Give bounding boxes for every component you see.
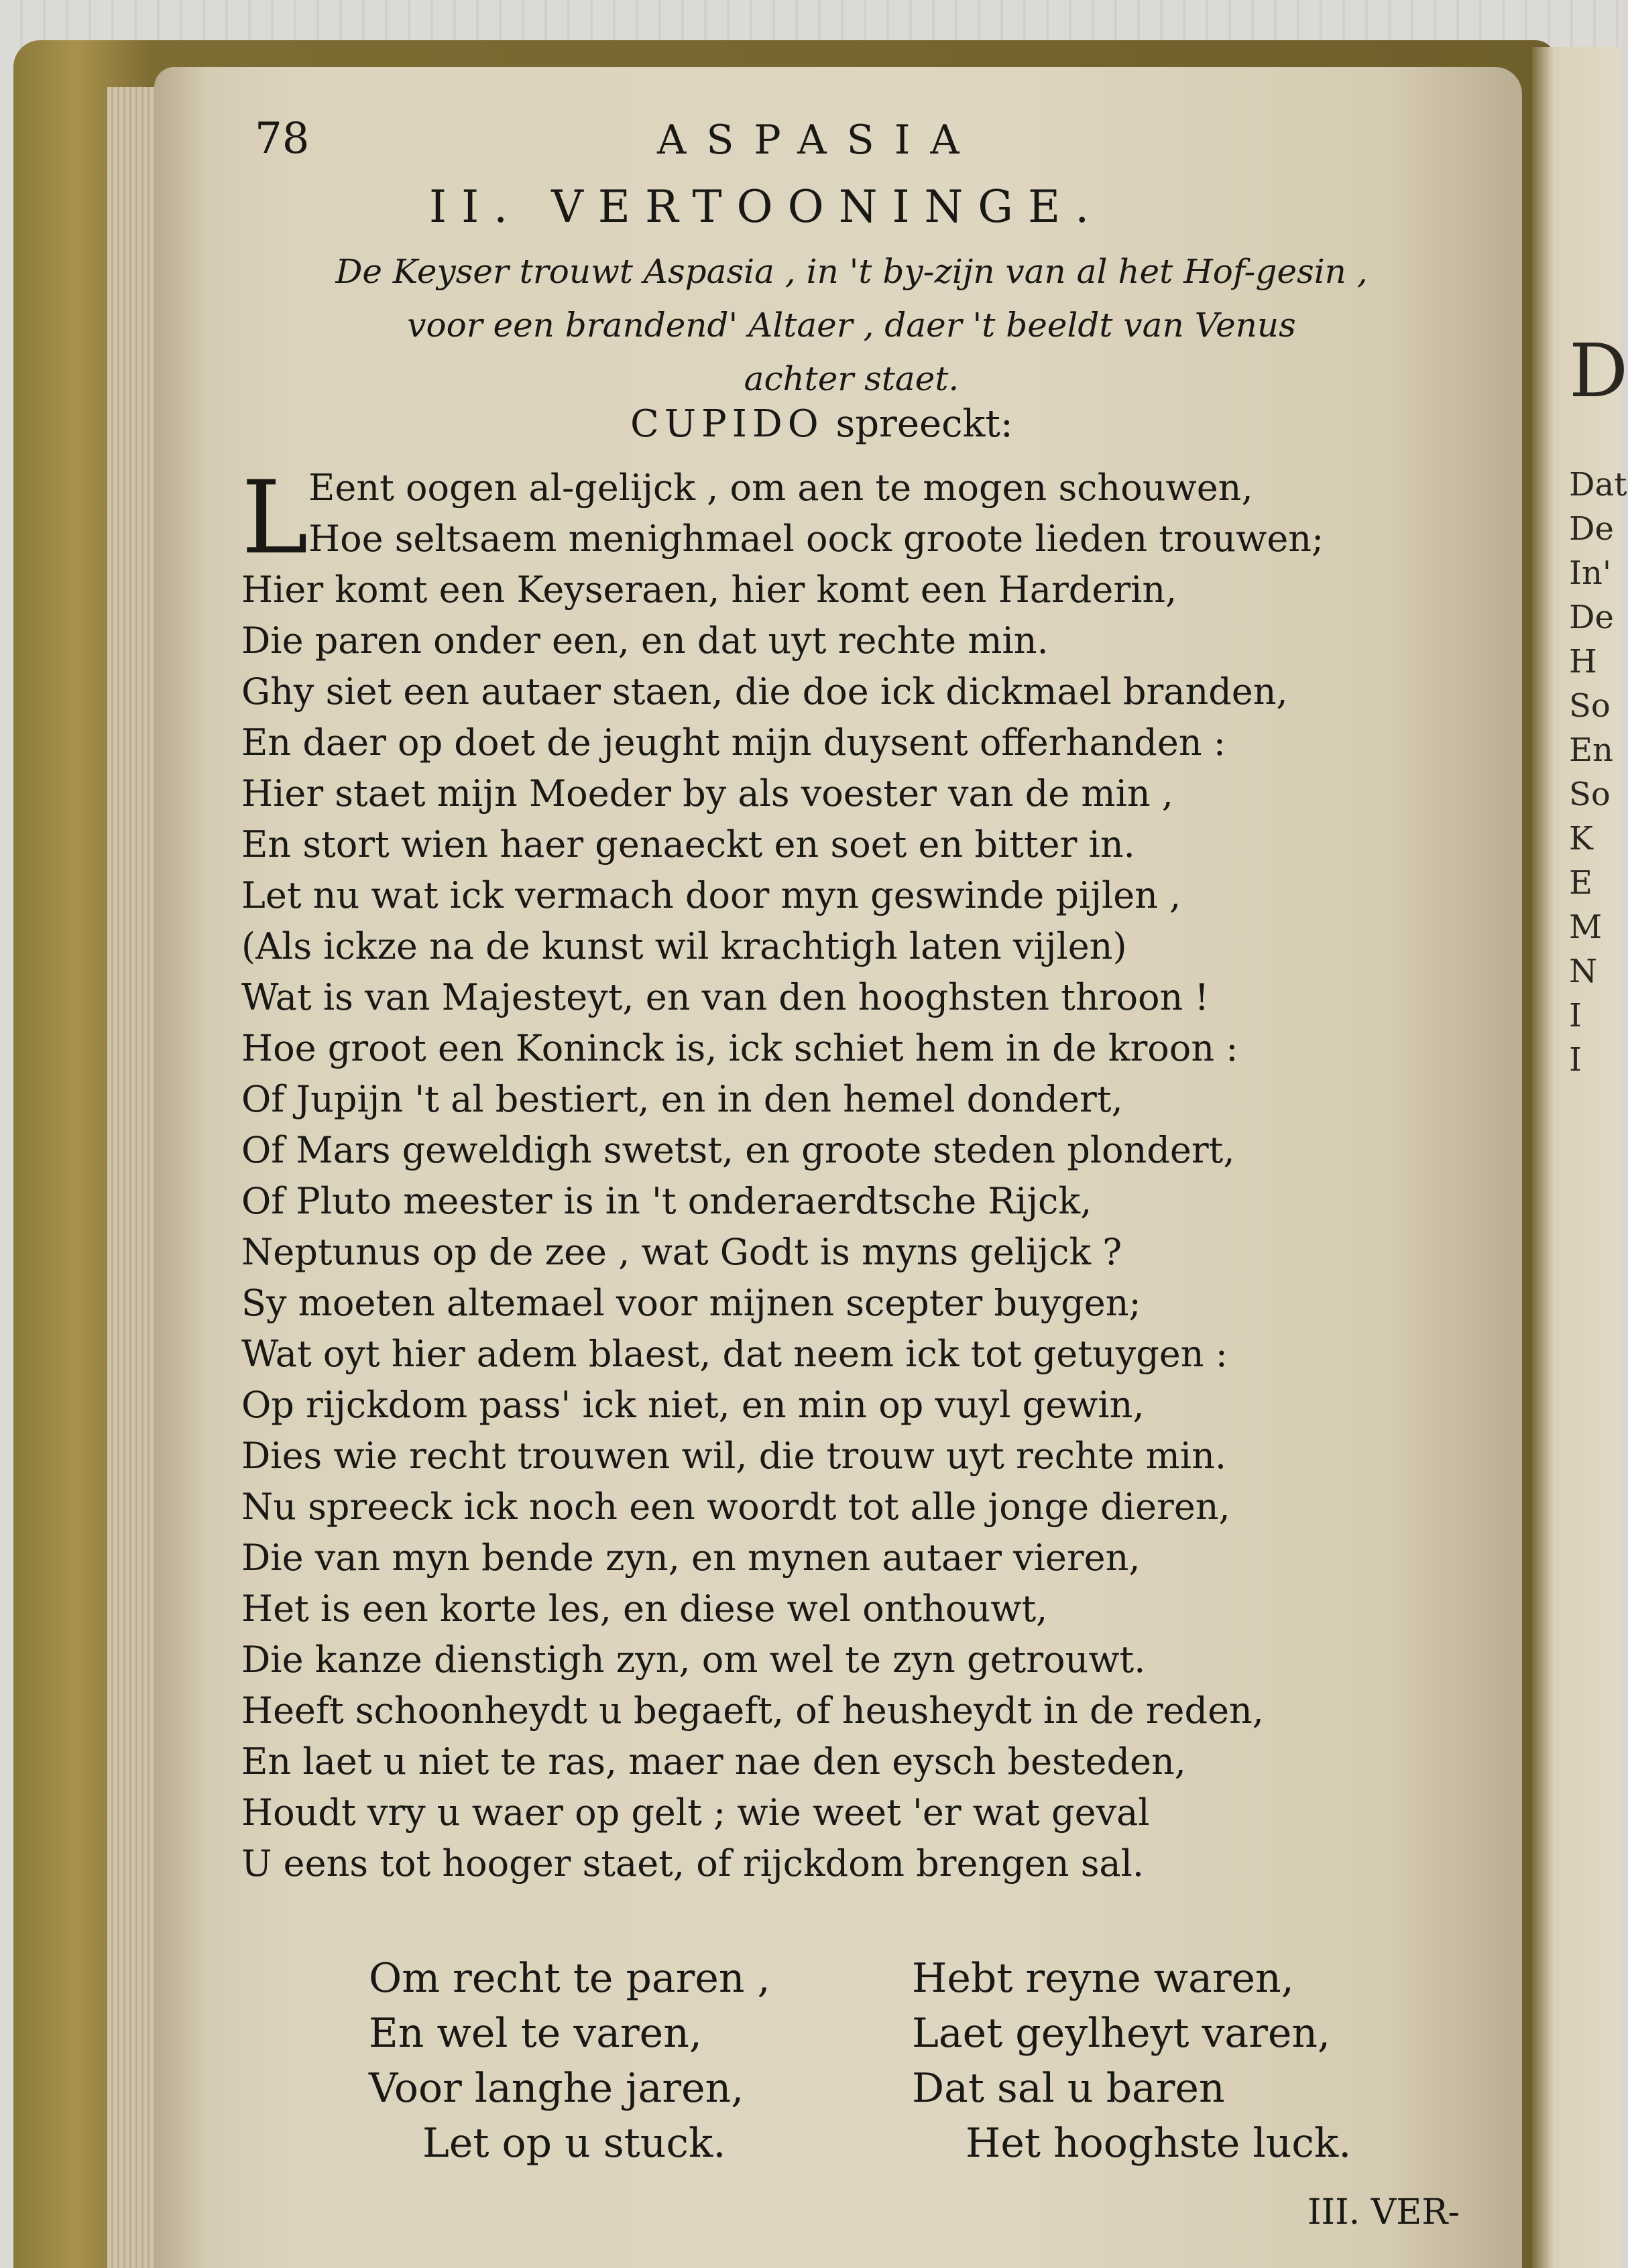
catchword: III. VER- (1307, 2192, 1460, 2232)
running-head: ASPASIA (657, 117, 980, 164)
refrain-left-column (369, 1951, 770, 2171)
facing-page-line-fragment: E (1569, 864, 1593, 902)
facing-page-line-fragment: So (1569, 776, 1611, 813)
scene-title: II. VERTOONINGE. (429, 181, 1104, 233)
verse-line: Wat oyt hier adem blaest, dat neem ick tot getuygen : (241, 1333, 1228, 1375)
speaker-verb: spreeckt: (835, 402, 1013, 446)
refrain-line: Laet geylheyt varen, (912, 2010, 1331, 2057)
facing-page-fragments (1569, 134, 1628, 1082)
verse-line: Hier komt een Keyseraen, hier komt een Harderin, (241, 569, 1177, 611)
verse-line: Het is een korte les, en diese wel onthouwt, (241, 1588, 1048, 1630)
verse-line: Of Pluto meester is in 't onderaerdtsche Rijck, (241, 1180, 1092, 1222)
page-number: 78 (255, 114, 310, 164)
verse-line: Sy moeten altemael voor mijnen scepter buygen; (241, 1282, 1141, 1324)
stage-direction-line: achter staet. (744, 359, 960, 398)
verse-line: Die kanze dienstigh zyn, om wel te zyn getrouwt. (241, 1638, 1146, 1681)
facing-page-line-fragment: K (1569, 820, 1593, 857)
verse-line: En daer op doet de jeught mijn duysent offerhanden : (241, 721, 1226, 764)
verse-line: Wat is van Majesteyt, en van den hooghsten throon ! (241, 976, 1210, 1018)
facing-page-line-fragment: M (1569, 908, 1603, 946)
drop-cap: L (241, 460, 308, 577)
verse-line: Ghy siet een autaer staen, die doe ick dickmael branden, (241, 670, 1288, 713)
refrain-line: Dat sal u baren (912, 2065, 1225, 2112)
facing-page-line-fragment: De (1569, 510, 1614, 548)
stage-direction (261, 245, 1442, 406)
verse-line: Heeft schoonheydt u begaeft, of heusheydt in de reden, (241, 1689, 1264, 1732)
refrain-right-column (912, 1951, 1351, 2171)
verse-line: Hoe groot een Koninck is, ick schiet hem in de kroon : (241, 1027, 1238, 1069)
facing-page-line-fragment: So (1569, 687, 1611, 725)
refrain-line: Om recht te paren , (369, 1955, 770, 2002)
verse-line: Of Jupijn 't al bestiert, en in den hemel dondert, (241, 1078, 1123, 1120)
verse-line: Nu spreeck ick noch een woordt tot alle jonge dieren, (241, 1486, 1230, 1528)
page-text (241, 101, 1462, 2246)
verse-line: En stort wien haer genaeckt en soet en bitter in. (241, 823, 1135, 866)
verse-line: Op rijckdom pass' ick niet, en min op vuyl gewin, (241, 1384, 1145, 1426)
facing-page-line-fragment: I (1569, 997, 1582, 1034)
refrain-line: Het hooghste luck. (966, 2120, 1352, 2167)
refrain-line: En wel te varen, (369, 2010, 702, 2057)
facing-page-line-fragment: H (1569, 643, 1597, 680)
facing-page-line-fragment: I (1569, 1041, 1582, 1079)
speaker-heading (630, 402, 1013, 446)
verse-line: Hoe seltsaem menighmael oock groote lieden trouwen; (308, 518, 1324, 560)
refrain-line: Let op u stuck. (422, 2120, 726, 2167)
verse-line: Let nu wat ick vermach door myn geswinde pijlen , (241, 874, 1181, 916)
stage-direction-line: voor een brandend' Altaer , daer 't beeldt van Venus (407, 306, 1296, 345)
verse-line: (Als ickze na de kunst wil krachtigh laten vijlen) (241, 925, 1127, 967)
verse-line: Houdt vry u waer op gelt ; wie weet 'er wat geval (241, 1791, 1150, 1834)
facing-page-line-fragment: N (1569, 953, 1597, 990)
verse-line: Die paren onder een, en dat uyt rechte min. (241, 619, 1049, 662)
verse-line: Die van myn bende zyn, en mynen autaer vieren, (241, 1537, 1141, 1579)
refrain-line: Voor langhe jaren, (369, 2065, 744, 2112)
verse-block (241, 460, 1462, 1889)
verse-line: Eent oogen al-gelijck , om aen te mogen schouwen, (308, 467, 1253, 509)
verse-line: Hier staet mijn Moeder by als voester van de min , (241, 772, 1173, 815)
stage-direction-line: De Keyser trouwt Aspasia , in 't by-zijn van al het Hof-gesin , (335, 252, 1368, 291)
verse-line: Neptunus op de zee , wat Godt is myns gelijck ? (241, 1231, 1122, 1273)
verse-line: En laet u niet te ras, maer nae den eysch besteden, (241, 1740, 1186, 1783)
facing-page-large-letter: D (1569, 328, 1628, 414)
refrain-line: Hebt reyne waren, (912, 1955, 1294, 2002)
facing-page-line-fragment: In' (1569, 554, 1612, 592)
facing-page-line-fragment: Dat (1569, 466, 1627, 503)
facing-page-line-fragment: En (1569, 731, 1613, 769)
facing-page-line-fragment: De (1569, 599, 1614, 636)
verse-line: U eens tot hooger staet, of rijckdom brengen sal. (241, 1842, 1145, 1885)
verse-line: Dies wie recht trouwen wil, die trouw uyt rechte min. (241, 1435, 1227, 1477)
speaker-name: CUPIDO (630, 402, 824, 446)
verse-line: Of Mars geweldigh swetst, en groote steden plondert, (241, 1129, 1235, 1171)
